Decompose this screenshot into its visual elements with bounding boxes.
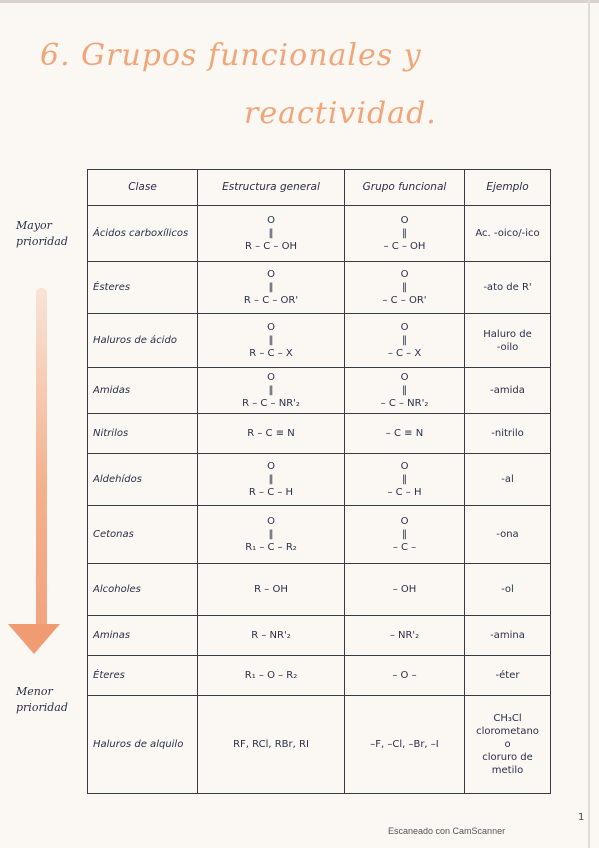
cell-grupo: –F, –Cl, –Br, –I — [345, 696, 465, 794]
table-row — [88, 656, 551, 696]
cell-grupo: O ‖ – C – OR' — [345, 262, 465, 314]
cell-estructura: R₁ – O – R₂ — [198, 656, 345, 696]
cell-clase: Cetonas — [88, 506, 198, 564]
cell-ejemplo: -amina — [465, 616, 551, 656]
cell-estructura: R – OH — [198, 564, 345, 616]
table-row — [88, 262, 551, 314]
cell-estructura: O ‖ R – C – NR'₂ — [198, 368, 345, 414]
cell-ejemplo: -nitrilo — [465, 414, 551, 454]
cell-estructura: R – C ≡ N — [198, 414, 345, 454]
cell-estructura: O ‖ R – C – H — [198, 454, 345, 506]
cell-grupo: O ‖ – C – X — [345, 314, 465, 368]
cell-clase: Aldehídos — [88, 454, 198, 506]
cell-estructura: O ‖ R₁ – C – R₂ — [198, 506, 345, 564]
cell-clase: Ésteres — [88, 262, 198, 314]
cell-grupo: – O – — [345, 656, 465, 696]
cell-ejemplo: -amida — [465, 368, 551, 414]
table-row — [88, 564, 551, 616]
cell-grupo: – C ≡ N — [345, 414, 465, 454]
table-row — [88, 454, 551, 506]
cell-clase: Aminas — [88, 616, 198, 656]
table-row — [88, 314, 551, 368]
cell-clase: Haluros de alquilo — [88, 696, 198, 794]
table-row — [88, 206, 551, 262]
cell-ejemplo: -éter — [465, 656, 551, 696]
scan-edge-right — [588, 0, 590, 848]
cell-estructura: O ‖ R – C – OH — [198, 206, 345, 262]
cell-clase: Amidas — [88, 368, 198, 414]
table-row — [88, 368, 551, 414]
page-number: 1 — [578, 812, 585, 823]
table-body — [88, 206, 551, 794]
cell-ejemplo: -ato de R' — [465, 262, 551, 314]
cell-grupo: – OH — [345, 564, 465, 616]
cell-ejemplo: Haluro de -oilo — [465, 314, 551, 368]
cell-clase: Ácidos carboxílicos — [88, 206, 198, 262]
cell-clase: Éteres — [88, 656, 198, 696]
cell-ejemplo: Ac. -oico/-ico — [465, 206, 551, 262]
priority-high-label: Mayor prioridad — [16, 219, 68, 248]
cell-grupo: O ‖ – C – — [345, 506, 465, 564]
table-row — [88, 506, 551, 564]
functional-groups-table — [87, 169, 551, 794]
cell-grupo: O ‖ – C – NR'₂ — [345, 368, 465, 414]
cell-estructura: R – NR'₂ — [198, 616, 345, 656]
header-grupo: Grupo funcional — [345, 170, 465, 206]
scan-edge — [0, 0, 599, 3]
cell-grupo: – NR'₂ — [345, 616, 465, 656]
header-estructura: Estructura general — [198, 170, 345, 206]
table-row — [88, 696, 551, 794]
header-clase: Clase — [88, 170, 198, 206]
cell-ejemplo: -ol — [465, 564, 551, 616]
table-header-row — [88, 170, 551, 206]
cell-estructura: RF, RCl, RBr, RI — [198, 696, 345, 794]
header-ejemplo: Ejemplo — [465, 170, 551, 206]
cell-clase: Alcoholes — [88, 564, 198, 616]
cell-ejemplo: -al — [465, 454, 551, 506]
cell-ejemplo: CH₃Cl clorometano o cloruro de metilo — [465, 696, 551, 794]
cell-clase: Nitrilos — [88, 414, 198, 454]
cell-estructura: O ‖ R – C – OR' — [198, 262, 345, 314]
page-title-line1: 6. Grupos funcionales y — [40, 38, 422, 73]
cell-ejemplo: -ona — [465, 506, 551, 564]
cell-grupo: O ‖ – C – OH — [345, 206, 465, 262]
priority-arrow-icon — [36, 288, 47, 628]
table-row — [88, 616, 551, 656]
page-title-line2: reactividad. — [244, 96, 437, 131]
scanner-watermark: Escaneado con CamScanner — [388, 826, 506, 836]
cell-estructura: O ‖ R – C – X — [198, 314, 345, 368]
table-row — [88, 414, 551, 454]
priority-low-label: Menor prioridad — [16, 685, 68, 714]
arrow-down-icon — [8, 624, 60, 654]
cell-clase: Haluros de ácido — [88, 314, 198, 368]
cell-grupo: O ‖ – C – H — [345, 454, 465, 506]
